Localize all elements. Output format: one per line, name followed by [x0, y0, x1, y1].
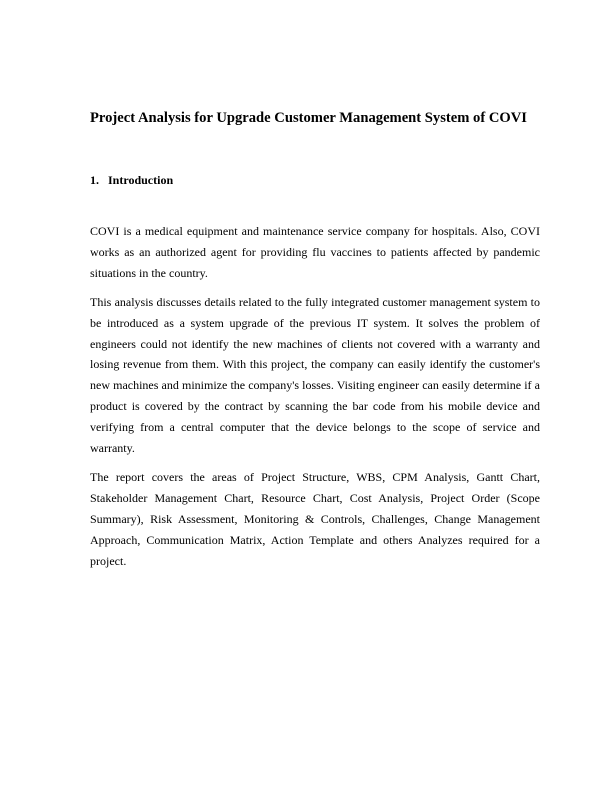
- document-body: [90, 221, 540, 580]
- paragraph-intro: COVI is a medical equipment and maintenance service company for hospitals. Also, COVI works as an authorized agent for providing flu vaccines to patients affected by pandemic situations in the country.: [90, 224, 540, 280]
- paragraph-system-description: This analysis discusses details related to the fully integrated customer management system to be introduced as a system upgrade of the previous IT system. It solves the problem of engineers could not identify the new machines of clients not covered with a warranty and losing revenue from them. With this project, the company can easily identify the customer's new machines and minimize the company's losses. Visiting engineer can easily determine if a product is covered by the contract by scanning the bar code from his mobile device and verifying from a central computer that the device belongs to the scope of service and warranty.: [90, 294, 540, 456]
- section-title: Introduction: [108, 173, 174, 187]
- document-title: Project Analysis for Upgrade Customer Management System of COVI: [90, 110, 527, 126]
- section-heading: [90, 171, 173, 189]
- paragraph-report-scope: The report covers the areas of Project Structure, WBS, CPM Analysis, Gantt Chart, Stakeholder Management Chart, Resource Chart, Cost Analysis, Project Order (Scope Summary), Risk Assessment, Monitoring & Controls, Challenges, Change Management Approach, Communication Matrix, Action Template and others Analyzes required for a project.: [90, 469, 540, 568]
- section-number: 1.: [90, 173, 99, 187]
